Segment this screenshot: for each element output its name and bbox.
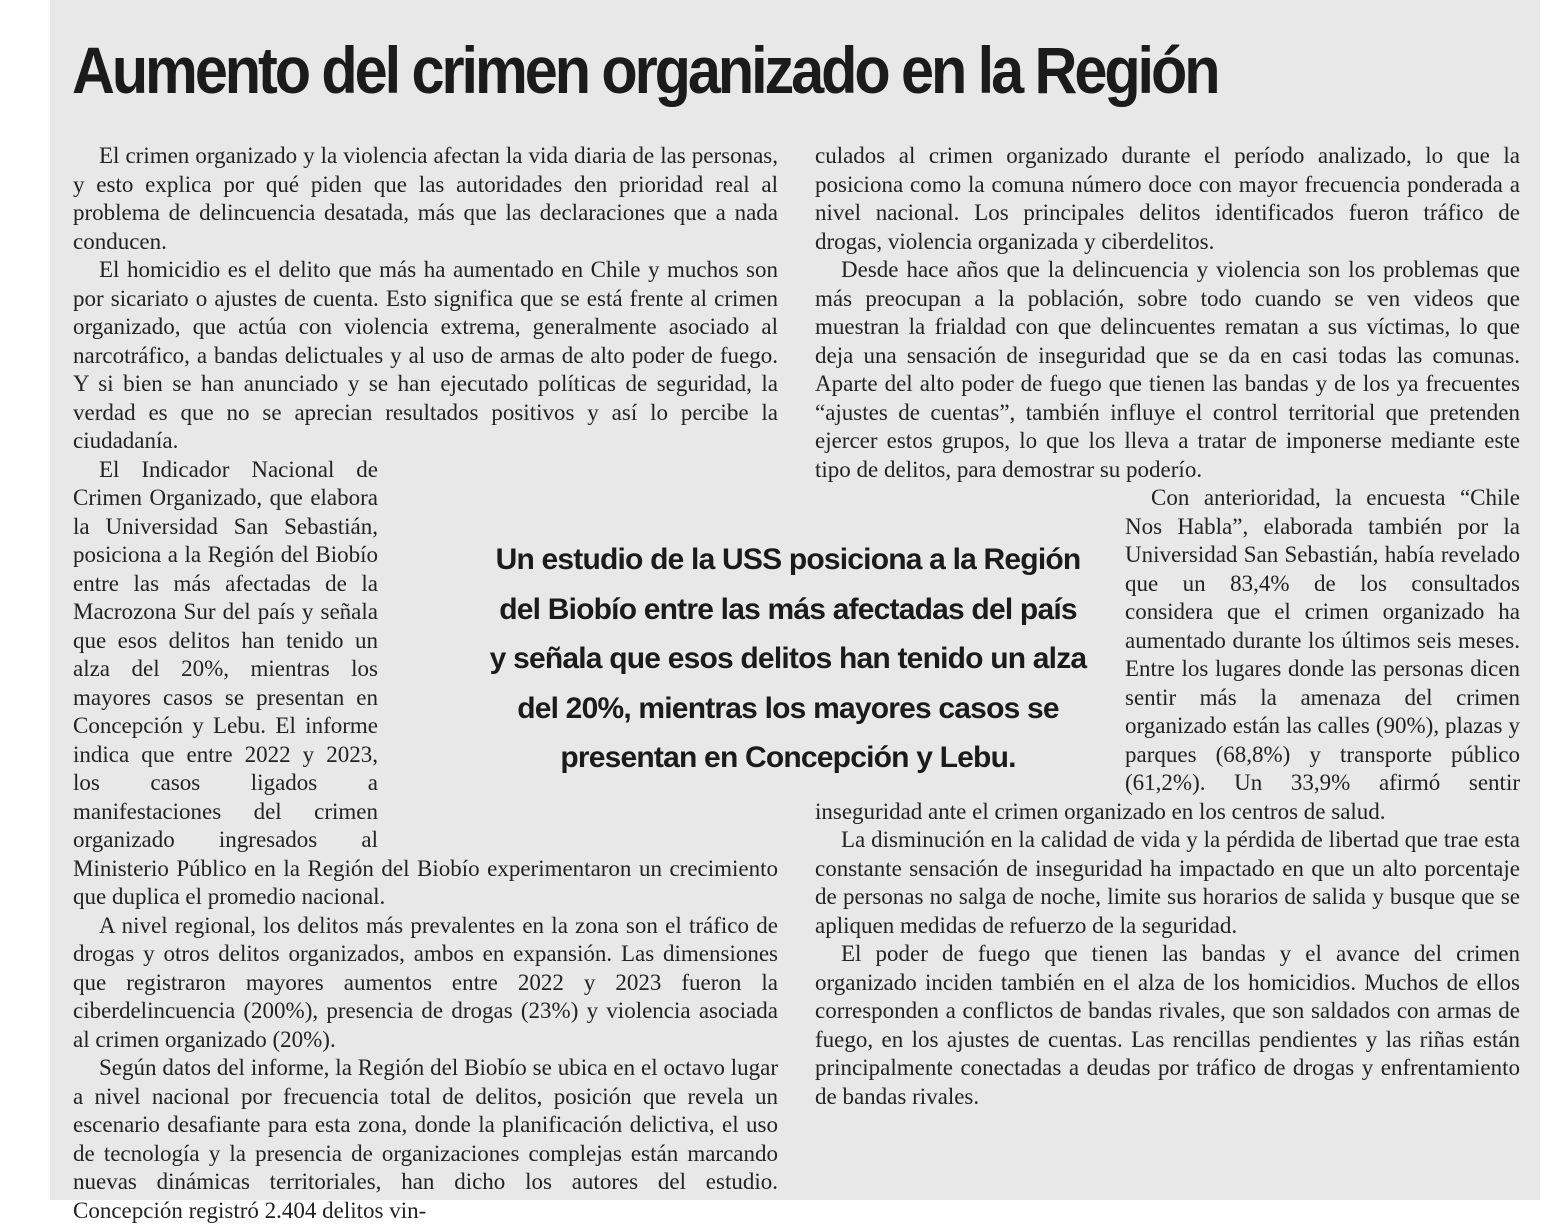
paragraph: El poder de fuego que tienen las bandas y el avance del crimen organizado inciden también en el alza de los homicidios. Muchos de ellos corresponden a conflictos de bandas rivales, que son saldados con armas de fuego, en los ajustes de cuentas. Las rencillas pendientes y las riñas están principalmente conectadas a deudas por tráfico de drogas y enfrentamiento de bandas rivales. xyxy=(815,941,1520,1109)
paragraph: El Indicador Nacional de Crimen Organizado, que elabora la Universidad San Sebastián, posiciona a la Región del Biobío entre las más afectadas de la Macrozona Sur del país y señala que esos delitos han tenido un alza del 20%, mientras los mayores casos se presentan en Concepción y Lebu. El informe indica que entre 2022 y 2023, los casos ligados a manifestaciones del crimen organizado ingresados al Ministerio Público en la Región del Biobío experimentaron un crecimiento que duplica el promedio nacional. xyxy=(73,456,778,909)
pullquote: Un estudio de la USS posiciona a la Región del Biobío entre las más afectadas del país y señala que esos delitos han tenido un alza del 20%, mientras los mayores casos se presentan en Concepción y Lebu. xyxy=(489,543,1087,774)
paragraph: Según datos del informe, la Región del Biobío se ubica en el octavo lugar a nivel nacional por frecuencia total de delitos, posición que revela un escenario desafiante para esta zona, donde la planificación delictiva, el uso de tecnología y la presencia de organizaciones complejas están marcando nuevas dinámicas territoriales, han dicho los autores del estudio. Concepción registró 2.404 delitos vin- xyxy=(73,1055,778,1223)
article-headline: Aumento del crimen organizado en la Región xyxy=(72,33,1218,107)
paragraph: Con anterioridad, la encuesta “Chile Nos Habla”, elaborada también por la Universidad San Sebastián, había revelado que un 83,4% de los consultados considera que el crimen organizado ha aumentado durante los últimos seis meses. Entre los lugares donde las personas dicen sentir más la amenaza del crimen organizado están las calles (90%), plazas y parques (68,8%) y transporte público (61,2%). Un 33,9% afirmó sentir inseguridad ante el crimen organizado en los centros de salud. xyxy=(815,485,1520,824)
paragraph: El homicidio es el delito que más ha aumentado en Chile y muchos son por sicariato o ajustes de cuenta. Esto significa que se está frente al crimen organizado, que actúa con violencia extrema, generalmente asociado al narcotráfico, a bandas delictuales y al uso de armas de alto poder de fuego. Y si bien se han anunciado y se han ejecutado políticas de seguridad, la verdad es que no se aprecian resultados positivos y así lo percibe la ciudadanía. xyxy=(73,257,778,453)
paragraph: La disminución en la calidad de vida y la pérdida de libertad que trae esta constante sensación de inseguridad ha impactado en que un alto porcentaje de personas no salga de noche, limite sus horarios de salida y busque que se apliquen medidas de refuerzo de la seguridad. xyxy=(815,827,1520,938)
paragraph: culados al crimen organizado durante el período analizado, lo que la posiciona como la comuna número doce con mayor frecuencia ponderada a nivel nacional. Los principales delitos identificados fueron tráfico de drogas, violencia organizada y ciberdelitos. xyxy=(815,143,1520,254)
paragraph: A nivel regional, los delitos más prevalentes en la zona son el tráfico de drogas y otros delitos organizados, ambos en expansión. Las dimensiones que registraron mayores aumentos entre 2022 y 2023 fueron la ciberdelincuencia (200%), presencia de drogas (23%) y violencia asociada al crimen organizado (20%). xyxy=(73,912,778,1052)
paragraph: El crimen organizado y la violencia afectan la vida diaria de las personas, y esto explica por qué piden que las autoridades den prioridad real al problema de delincuencia desatada, más que las declaraciones que a nada conducen. xyxy=(73,143,778,254)
paragraph: Desde hace años que la delincuencia y violencia son los problemas que más preocupan a la población, sobre todo cuando se ven videos que muestran la frialdad con que delincuentes rematan a sus víctimas, lo que deja una sensación de inseguridad que se da en casi todas las comunas. Aparte del alto poder de fuego que tienen las bandas y de los ya frecuentes “ajustes de cuentas”, también influye el control territorial que pretenden ejercer estos grupos, lo que los lleva a tratar de imponerse mediante este tipo de delitos, para demostrar su poderío. xyxy=(815,257,1520,482)
